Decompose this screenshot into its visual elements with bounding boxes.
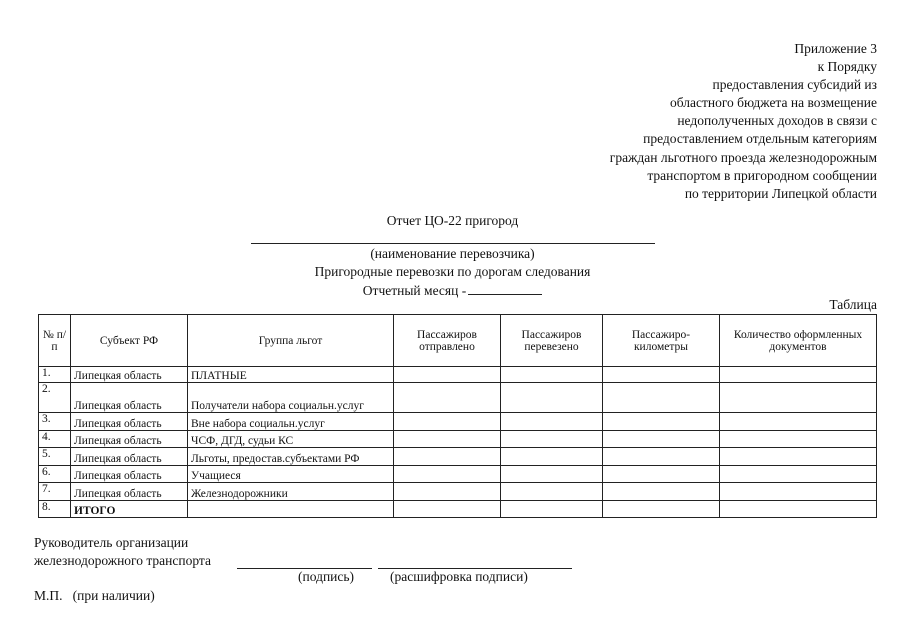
cell-sent bbox=[394, 431, 501, 448]
footer-head-label: Руководитель организации bbox=[34, 535, 189, 550]
cell-subject: Липецкая область bbox=[71, 431, 188, 448]
cell-docs bbox=[720, 466, 877, 483]
cell-no: 7. bbox=[39, 483, 71, 501]
cell-carried bbox=[501, 501, 603, 518]
cell-km bbox=[603, 466, 720, 483]
cell-group: ПЛАТНЫЕ bbox=[188, 367, 394, 383]
header-line: по территории Липецкой области bbox=[684, 185, 877, 201]
header-carried: Пассажиров перевезено bbox=[501, 315, 603, 367]
cell-docs bbox=[720, 413, 877, 431]
cell-sent bbox=[394, 483, 501, 501]
header-line: транспортом в пригородном сообщении bbox=[647, 167, 877, 183]
reporting-month-blank bbox=[468, 282, 542, 295]
table-row bbox=[39, 466, 877, 483]
header-line: недополученных доходов в связи с bbox=[677, 113, 877, 129]
table-row bbox=[39, 448, 877, 466]
cell-no: 1. bbox=[39, 367, 71, 383]
cell-sent bbox=[394, 413, 501, 431]
cell-group: ЧСФ, ДГД, судьи КС bbox=[188, 431, 394, 448]
signature-caption: (подпись) bbox=[298, 569, 355, 584]
cell-group: Учащиеся bbox=[188, 466, 394, 483]
cell-no: 8. bbox=[39, 501, 71, 518]
table-row bbox=[39, 413, 877, 431]
cell-carried bbox=[501, 448, 603, 466]
cell-carried bbox=[501, 466, 603, 483]
cell-sent bbox=[394, 466, 501, 483]
cell-total-label: ИТОГО bbox=[71, 501, 188, 518]
cell-sent bbox=[394, 448, 501, 466]
cell-carried bbox=[501, 367, 603, 383]
cell-carried bbox=[501, 431, 603, 448]
table-row bbox=[39, 367, 877, 383]
footer-org-label: железнодорожного транспорта bbox=[34, 553, 211, 568]
cell-group: Получатели набора социальн.услуг bbox=[188, 383, 394, 413]
cell-subject: Липецкая область bbox=[71, 413, 188, 431]
cell-carried bbox=[501, 383, 603, 413]
cell-group bbox=[188, 501, 394, 518]
header-line: предоставления субсидий из bbox=[712, 77, 877, 93]
table-row-total bbox=[39, 501, 877, 518]
cell-subject: Липецкая область bbox=[71, 448, 188, 466]
cell-no: 2. bbox=[39, 383, 71, 413]
cell-km bbox=[603, 431, 720, 448]
cell-docs bbox=[720, 448, 877, 466]
cell-no: 3. bbox=[39, 413, 71, 431]
header-line: областного бюджета на возмещение bbox=[669, 95, 877, 111]
reporting-month bbox=[0, 282, 905, 299]
cell-no: 6. bbox=[39, 466, 71, 483]
report-table bbox=[38, 314, 877, 518]
cell-group: Вне набора социальн.услуг bbox=[188, 413, 394, 431]
cell-subject: Липецкая область bbox=[71, 383, 188, 413]
cell-subject: Липецкая область bbox=[71, 367, 188, 383]
cell-km bbox=[603, 483, 720, 501]
cell-group: Железнодорожники bbox=[188, 483, 394, 501]
cell-carried bbox=[501, 483, 603, 501]
cell-km bbox=[603, 383, 720, 413]
cell-km bbox=[603, 367, 720, 383]
table-row bbox=[39, 431, 877, 448]
cell-no: 5. bbox=[39, 448, 71, 466]
cell-docs bbox=[720, 367, 877, 383]
cell-docs bbox=[720, 501, 877, 518]
cell-group: Льготы, предостав.субъектами РФ bbox=[188, 448, 394, 466]
cell-subject: Липецкая область bbox=[71, 466, 188, 483]
report-title: Отчет ЦО-22 пригород bbox=[386, 213, 519, 228]
cell-sent bbox=[394, 367, 501, 383]
cell-km bbox=[603, 413, 720, 431]
header-no: № п/п bbox=[39, 315, 71, 367]
header-line: Приложение 3 bbox=[794, 41, 877, 56]
cell-docs bbox=[720, 431, 877, 448]
report-subtitle: Пригородные перевозки по дорогам следования bbox=[314, 264, 591, 279]
cell-sent bbox=[394, 501, 501, 518]
cell-sent bbox=[394, 383, 501, 413]
header-group: Группа льгот bbox=[188, 315, 394, 367]
header-docs: Количество оформленных документов bbox=[720, 315, 877, 367]
carrier-caption: (наименование перевозчика) bbox=[370, 246, 535, 261]
decoding-caption: (расшифровка подписи) bbox=[390, 569, 528, 584]
header-km: Пассажиро-километры bbox=[603, 315, 720, 367]
table-label: Таблица bbox=[829, 297, 877, 312]
appendix-header bbox=[547, 40, 877, 203]
cell-km bbox=[603, 448, 720, 466]
cell-subject: Липецкая область bbox=[71, 483, 188, 501]
header-subject: Субъект РФ bbox=[71, 315, 188, 367]
table-row bbox=[39, 483, 877, 501]
carrier-name-line bbox=[251, 243, 655, 244]
stamp-label: М.П. (при наличии) bbox=[34, 588, 155, 603]
header-line: граждан льготного проезда железнодорожным bbox=[609, 149, 877, 165]
header-sent: Пассажиров отправлено bbox=[394, 315, 501, 367]
header-line: к Порядку bbox=[817, 59, 877, 75]
cell-carried bbox=[501, 413, 603, 431]
cell-km bbox=[603, 501, 720, 518]
header-line: предоставлением отдельным категориям bbox=[643, 131, 877, 147]
cell-docs bbox=[720, 383, 877, 413]
cell-docs bbox=[720, 483, 877, 501]
cell-no: 4. bbox=[39, 431, 71, 448]
table-row bbox=[39, 383, 877, 413]
table-header-row bbox=[39, 315, 877, 367]
reporting-month-label: Отчетный месяц - bbox=[362, 283, 467, 298]
